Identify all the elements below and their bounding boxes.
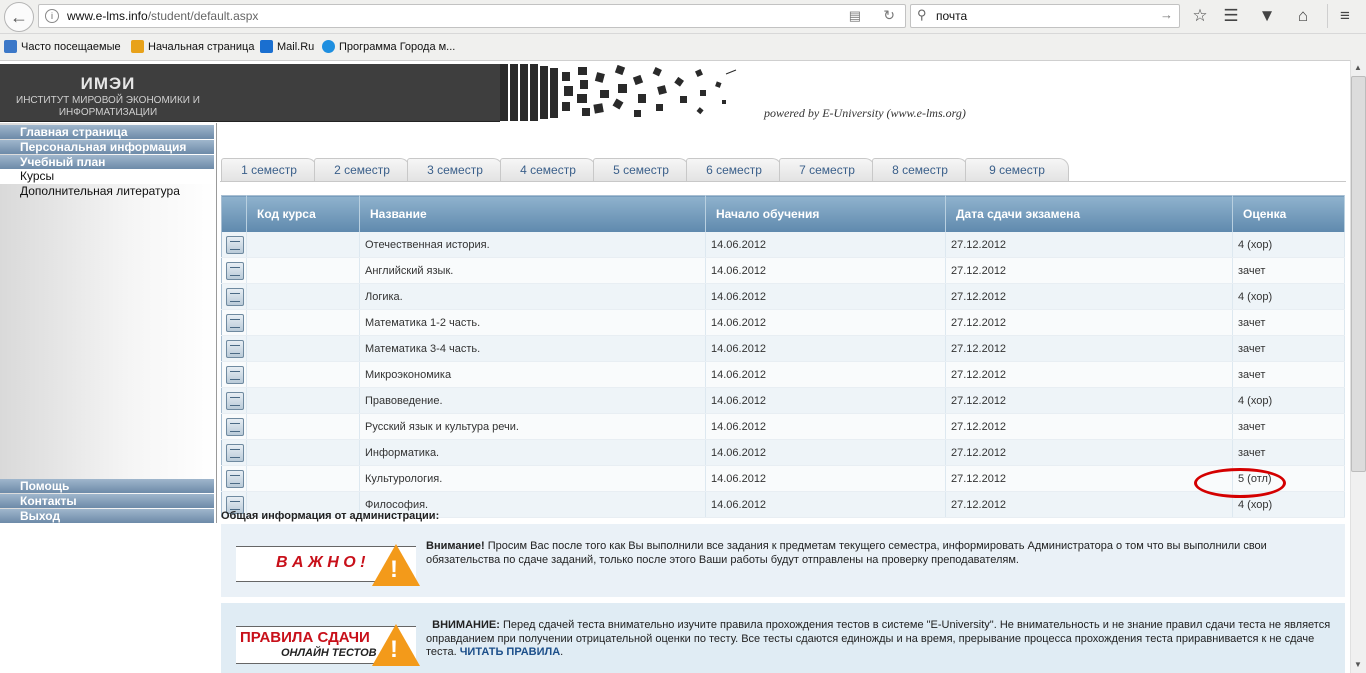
header-exam[interactable]: Дата сдачи экзамена: [946, 196, 1233, 233]
notice-rules-text: [426, 619, 1336, 660]
table-row: [222, 336, 1345, 362]
home-icon[interactable]: ⌂: [1297, 6, 1309, 25]
table-body: [222, 232, 1345, 518]
grade-cell: 4 (хор): [1233, 492, 1345, 518]
read-rules-link[interactable]: ЧИТАТЬ ПРАВИЛА: [459, 646, 561, 658]
info-icon[interactable]: i: [45, 9, 59, 23]
grade-cell: зачет: [1233, 414, 1345, 440]
site-banner: [0, 64, 1350, 121]
exam-date-cell: 27.12.2012: [946, 466, 1233, 492]
grade-highlight-circle: [1194, 468, 1286, 498]
exam-date-cell: 27.12.2012: [946, 310, 1233, 336]
bookmark-mailru[interactable]: Mail.Ru: [260, 40, 314, 53]
rules-badge-line1: ПРАВИЛА СДАЧИ: [240, 629, 370, 646]
start-date-cell: 14.06.2012: [706, 492, 946, 518]
courses-table: [221, 195, 1345, 518]
exam-date-cell: 27.12.2012: [946, 440, 1233, 466]
row-icon-cell: [222, 336, 247, 362]
exam-date-cell: 27.12.2012: [946, 258, 1233, 284]
pocket-icon[interactable]: ▼: [1258, 6, 1276, 25]
table-row: [222, 258, 1345, 284]
course-name-cell: Математика 3-4 часть.: [360, 336, 706, 362]
url-domain: www.e-lms.info: [67, 9, 148, 23]
header-start[interactable]: Начало обучения: [706, 196, 946, 233]
start-date-cell: 14.06.2012: [706, 414, 946, 440]
search-bar[interactable]: [910, 4, 1180, 28]
course-details-icon[interactable]: [226, 236, 244, 254]
row-icon-cell: [222, 388, 247, 414]
tab-semester-4[interactable]: 4 семестр: [500, 158, 596, 181]
tab-semester-3[interactable]: 3 семестр: [407, 158, 503, 181]
row-icon-cell: [222, 310, 247, 336]
tab-semester-5[interactable]: 5 семестр: [593, 158, 689, 181]
table-row: [222, 232, 1345, 258]
course-details-icon[interactable]: [226, 418, 244, 436]
header-grade[interactable]: Оценка: [1233, 196, 1345, 233]
row-icon-cell: [222, 466, 247, 492]
reload-icon[interactable]: ↻: [883, 7, 895, 23]
toolbar-separator: [1327, 4, 1328, 28]
grade-cell: 4 (хор): [1233, 388, 1345, 414]
start-date-cell: 14.06.2012: [706, 466, 946, 492]
reader-view-icon[interactable]: ▤: [848, 8, 861, 23]
browser-toolbar: [0, 0, 1366, 34]
sidebar-item-courses[interactable]: Курсы: [0, 169, 214, 184]
sidebar-item-study-plan[interactable]: Учебный план: [0, 155, 214, 169]
warning-icon: !: [372, 542, 420, 588]
notice-important-bold: Внимание!: [426, 540, 485, 552]
banner-grid-art: [500, 64, 740, 121]
course-code-cell: [247, 440, 360, 466]
start-date-cell: 14.06.2012: [706, 440, 946, 466]
start-date-cell: 14.06.2012: [706, 258, 946, 284]
address-bar[interactable]: [38, 4, 906, 28]
table-row: [222, 310, 1345, 336]
course-name-cell: Микроэкономика: [360, 362, 706, 388]
start-date-cell: 14.06.2012: [706, 232, 946, 258]
exam-date-cell: 27.12.2012: [946, 388, 1233, 414]
exam-date-cell: 27.12.2012: [946, 362, 1233, 388]
course-name-cell: Английский язык.: [360, 258, 706, 284]
table-row: [222, 466, 1345, 492]
search-icon: ⚲: [917, 7, 927, 22]
row-icon-cell: [222, 362, 247, 388]
mailru-icon: [260, 40, 273, 53]
course-code-cell: [247, 414, 360, 440]
course-name-cell: Информатика.: [360, 440, 706, 466]
course-code-cell: [247, 258, 360, 284]
table-row: [222, 440, 1345, 466]
course-details-icon[interactable]: [226, 262, 244, 280]
sidebar: [0, 123, 217, 523]
tab-semester-1[interactable]: 1 семестр: [221, 158, 317, 181]
course-code-cell: [247, 466, 360, 492]
back-arrow-icon[interactable]: ←: [4, 2, 34, 32]
course-details-icon[interactable]: [226, 340, 244, 358]
course-details-icon[interactable]: [226, 444, 244, 462]
course-name-cell: Правоведение.: [360, 388, 706, 414]
logo-subtitle: ИНСТИТУТ МИРОВОЙ ЭКОНОМИКИ И ИНФОРМАТИЗАЦИИ: [16, 95, 200, 118]
exam-date-cell: 27.12.2012: [946, 232, 1233, 258]
grade-cell: зачет: [1233, 440, 1345, 466]
row-icon-cell: [222, 414, 247, 440]
table-row: [222, 362, 1345, 388]
powered-by-text: powered by E-University (www.e-lms.org): [764, 106, 966, 120]
tab-semester-2[interactable]: 2 семестр: [314, 158, 410, 181]
scrollbar-thumb[interactable]: [1351, 76, 1366, 472]
notice-rules-body: Перед сдачей теста внимательно изучите правила прохождения тестов в системе "E-University". Не внимательность и не знание правил сдачи теста не является оправданием при получении отрицательной оценки по тесту. Все тесты сдаются единожды и на время, прерывание процесса прохождения теста приравнивается к не сдаче теста.: [426, 619, 1331, 658]
course-details-icon[interactable]: [226, 470, 244, 488]
start-date-cell: 14.06.2012: [706, 310, 946, 336]
grade-cell: 4 (хор): [1233, 232, 1345, 258]
course-code-cell: [247, 336, 360, 362]
url-path: /student/default.aspx: [147, 9, 259, 23]
sidebar-item-home[interactable]: Главная страница: [0, 125, 214, 139]
course-name-cell: Математика 1-2 часть.: [360, 310, 706, 336]
bookmarks-bar: [0, 34, 1366, 61]
row-icon-cell: [222, 440, 247, 466]
grade-cell: зачет: [1233, 336, 1345, 362]
table-row: [222, 414, 1345, 440]
start-date-cell: 14.06.2012: [706, 284, 946, 310]
course-code-cell: [247, 284, 360, 310]
bookmark-program[interactable]: Программа Города м...: [322, 40, 455, 53]
row-icon-cell: [222, 284, 247, 310]
bookmark-home-page[interactable]: Начальная страница: [131, 40, 254, 53]
row-icon-cell: [222, 232, 247, 258]
row-icon-cell: [222, 258, 247, 284]
table-row: [222, 284, 1345, 310]
course-name-cell: Отечественная история.: [360, 232, 706, 258]
course-name-cell: Русский язык и культура речи.: [360, 414, 706, 440]
course-name-cell: Культурология.: [360, 466, 706, 492]
grade-cell: зачет: [1233, 310, 1345, 336]
home-page-icon: [131, 40, 144, 53]
tab-semester-9[interactable]: 9 семестр: [965, 158, 1069, 181]
grade-cell: зачет: [1233, 258, 1345, 284]
start-date-cell: 14.06.2012: [706, 336, 946, 362]
logo-title: ИМЭИ: [80, 74, 136, 93]
grade-cell: зачет: [1233, 362, 1345, 388]
rules-badge-line2: ОНЛАЙН ТЕСТОВ: [281, 647, 377, 659]
url-text[interactable]: [67, 9, 258, 23]
search-go-arrow-icon[interactable]: →: [1160, 7, 1173, 22]
course-details-icon[interactable]: [226, 366, 244, 384]
bookmark-star-icon[interactable]: ☆: [1192, 6, 1208, 25]
exam-date-cell: 27.12.2012: [946, 414, 1233, 440]
course-details-icon[interactable]: [226, 288, 244, 306]
search-query[interactable]: почта: [936, 9, 968, 23]
scroll-up-arrow-icon[interactable]: ▲: [1354, 63, 1362, 72]
scroll-down-arrow-icon[interactable]: ▼: [1354, 660, 1362, 669]
sidebar-item-help[interactable]: Помощь: [0, 479, 214, 493]
exam-date-cell: 27.12.2012: [946, 284, 1233, 310]
notice-rules-bold: ВНИМАНИЕ:: [432, 619, 500, 631]
grade-cell: 5 (отл): [1233, 466, 1345, 492]
table-row: [222, 388, 1345, 414]
course-details-icon[interactable]: [226, 314, 244, 332]
play-icon: [322, 40, 335, 53]
course-code-cell: [247, 362, 360, 388]
notice-important-body: Просим Вас после того как Вы выполнили все задания к предметам текущего семестра, информировать Администратора о том что вы выполнили свои обязательства по сдаче заданий, только после этого Ваши работы будут отправлены на проверку преподавателям.: [426, 540, 1267, 566]
course-name-cell: Философия.: [360, 492, 706, 518]
course-code-cell: [247, 232, 360, 258]
tab-semester-7[interactable]: 7 семестр: [779, 158, 875, 181]
course-code-cell: [247, 310, 360, 336]
sidebar-item-literature[interactable]: Дополнительная литература: [20, 184, 180, 198]
tab-semester-8[interactable]: 8 семестр: [872, 158, 968, 181]
exam-date-cell: 27.12.2012: [946, 336, 1233, 362]
header-icon-col: [222, 196, 247, 233]
most-visited-icon: [4, 40, 17, 53]
header-name[interactable]: Название: [360, 196, 706, 233]
grade-cell: 4 (хор): [1233, 284, 1345, 310]
exam-date-cell: 27.12.2012: [946, 492, 1233, 518]
admin-info-title: Общая информация от администрации:: [221, 510, 440, 522]
tab-strip-line: [220, 181, 1346, 182]
important-badge-text: В А Ж Н О !: [276, 554, 366, 571]
table-header-row: [222, 196, 1345, 233]
course-code-cell: [247, 388, 360, 414]
sidebar-item-contacts[interactable]: Контакты: [0, 494, 214, 508]
tab-semester-6[interactable]: 6 семестр: [686, 158, 782, 181]
header-code[interactable]: Код курса: [247, 196, 360, 233]
bookmark-most-visited[interactable]: Часто посещаемые: [4, 40, 121, 53]
sidebar-item-logout[interactable]: Выход: [0, 509, 214, 523]
start-date-cell: 14.06.2012: [706, 362, 946, 388]
notice-important-text: [426, 540, 1331, 567]
warning-icon: !: [372, 622, 420, 668]
course-details-icon[interactable]: [226, 392, 244, 410]
bookmarks-library-icon[interactable]: ☰: [1223, 6, 1239, 25]
course-name-cell: Логика.: [360, 284, 706, 310]
rules-link-period: .: [560, 646, 564, 658]
sidebar-item-personal-info[interactable]: Персональная информация: [0, 140, 214, 154]
start-date-cell: 14.06.2012: [706, 388, 946, 414]
hamburger-menu-icon[interactable]: ≡: [1340, 6, 1350, 25]
